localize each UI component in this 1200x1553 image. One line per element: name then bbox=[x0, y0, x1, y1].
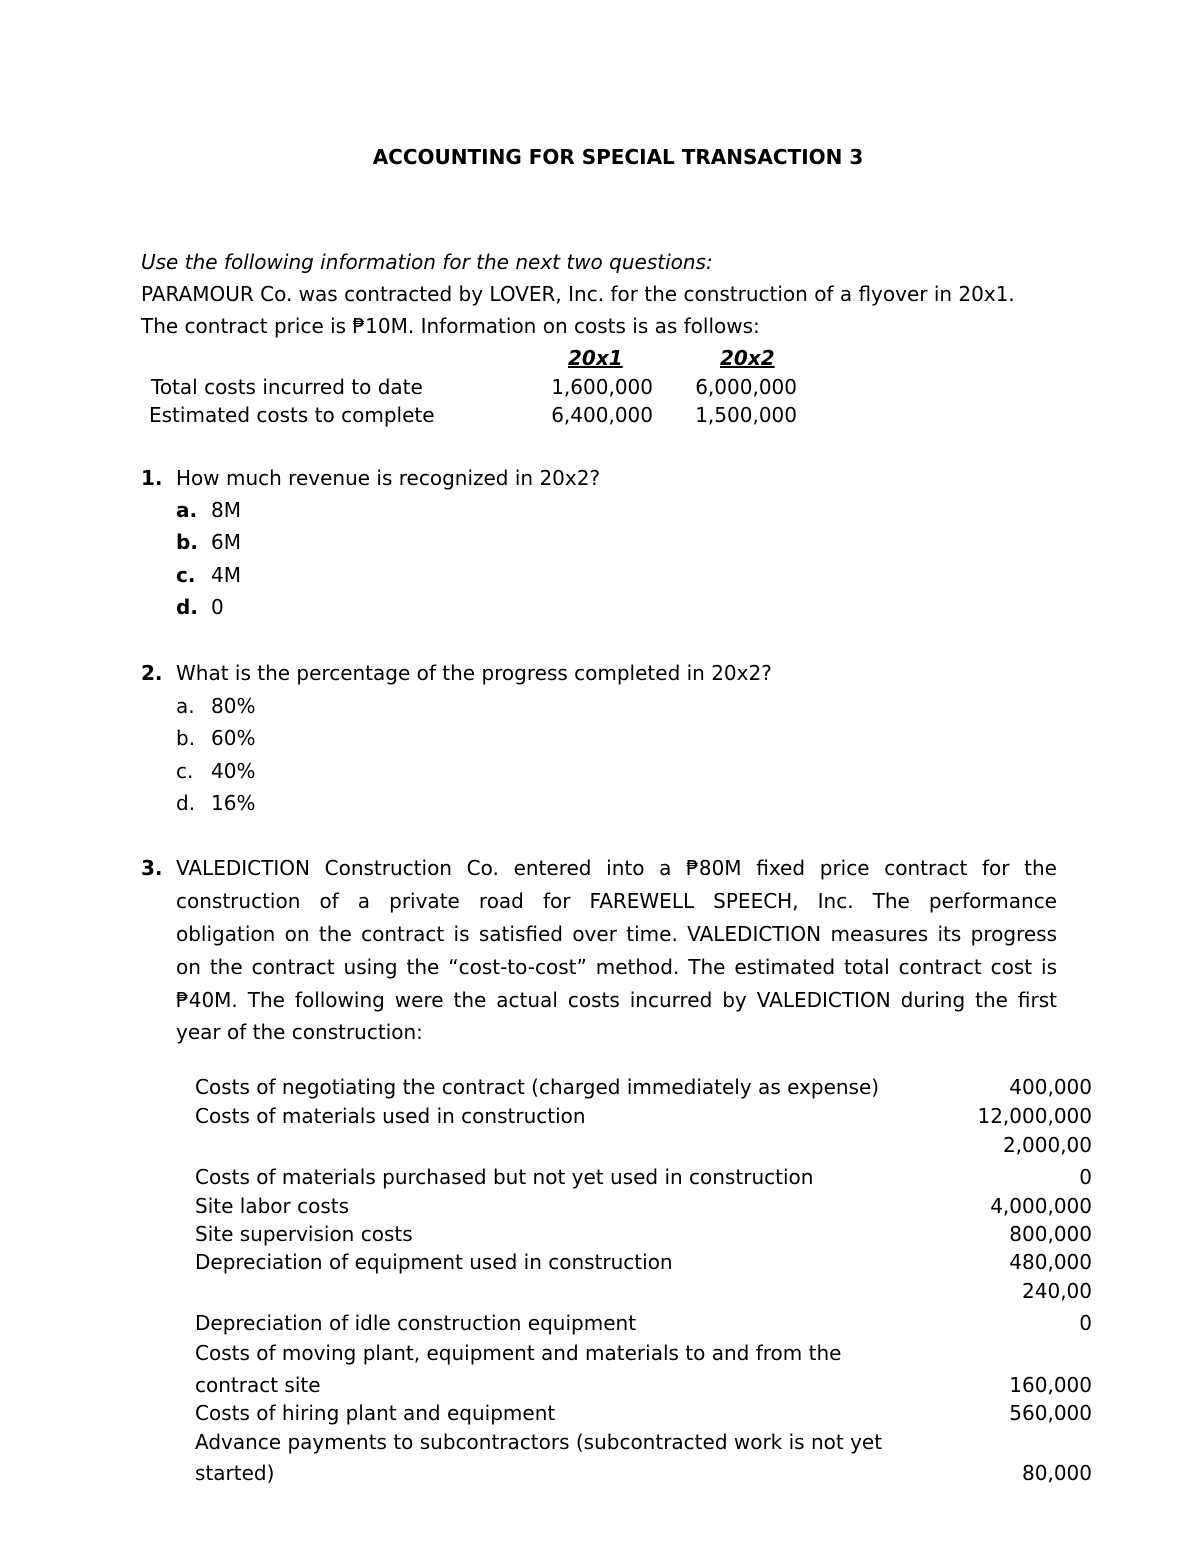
option-letter: d. bbox=[176, 791, 196, 815]
option-letter: a. bbox=[176, 498, 198, 522]
option-letter: b. bbox=[176, 726, 196, 750]
question-number: 1. bbox=[141, 466, 163, 490]
cost-item-amount: 4,000,000 bbox=[990, 1194, 1092, 1218]
option-letter: d. bbox=[176, 595, 198, 619]
option-text: 16% bbox=[211, 791, 256, 815]
cost-item-label: Costs of materials purchased but not yet used in construction bbox=[195, 1165, 814, 1189]
cost-item-amount: 12,000,000 bbox=[977, 1104, 1092, 1128]
cost-item-amount: 240,00 bbox=[1022, 1279, 1092, 1303]
column-header-20x1: 20x1 bbox=[568, 346, 623, 370]
cost-item-label: Depreciation of idle construction equipment bbox=[195, 1311, 637, 1335]
intro-line: PARAMOUR Co. was contracted by LOVER, Inc. for the construction of a flyover in 20x1. bbox=[141, 282, 1015, 306]
cost-item-label: Costs of moving plant, equipment and materials to and from the bbox=[195, 1341, 842, 1365]
row-value: 1,600,000 bbox=[551, 375, 653, 399]
question-number: 2. bbox=[141, 661, 163, 685]
option-text: 4M bbox=[211, 563, 241, 587]
cost-item-amount: 2,000,00 bbox=[1002, 1133, 1092, 1157]
option-text: 6M bbox=[211, 530, 241, 554]
option-letter: b. bbox=[176, 530, 198, 554]
row-value: 6,000,000 bbox=[695, 375, 797, 399]
cost-item-amount: 80,000 bbox=[1022, 1461, 1092, 1485]
cost-item-amount: 0 bbox=[1079, 1311, 1092, 1335]
cost-item-label: Site labor costs bbox=[195, 1194, 349, 1218]
question-text-line: obligation on the contract is satisfied over time. VALEDICTION measures its progress bbox=[176, 922, 1057, 946]
cost-item-amount: 400,000 bbox=[1009, 1075, 1092, 1099]
option-letter: c. bbox=[176, 563, 196, 587]
question-text-line: on the contract using the “cost-to-cost” method. The estimated total contract cost is bbox=[176, 955, 1057, 979]
option-text: 0 bbox=[211, 595, 224, 619]
question-text: What is the percentage of the progress completed in 20x2? bbox=[176, 661, 772, 685]
row-label: Estimated costs to complete bbox=[149, 403, 435, 427]
cost-item-label: Costs of hiring plant and equipment bbox=[195, 1401, 556, 1425]
instruction-text: Use the following information for the next two questions: bbox=[141, 250, 713, 274]
question-number: 3. bbox=[141, 856, 163, 880]
option-letter: c. bbox=[176, 759, 194, 783]
cost-item-amount: 0 bbox=[1079, 1165, 1092, 1189]
cost-item-label: Costs of materials used in construction bbox=[195, 1104, 586, 1128]
question-text-line: VALEDICTION Construction Co. entered into a ₱80M fixed price contract for the bbox=[176, 856, 1057, 880]
option-text: 8M bbox=[211, 498, 241, 522]
question-text-line: year of the construction: bbox=[176, 1020, 423, 1044]
intro-line: The contract price is ₱10M. Information on costs is as follows: bbox=[141, 314, 760, 338]
option-text: 60% bbox=[211, 726, 256, 750]
option-text: 80% bbox=[211, 694, 256, 718]
cost-item-label: Depreciation of equipment used in construction bbox=[195, 1250, 673, 1274]
row-value: 6,400,000 bbox=[551, 403, 653, 427]
cost-item-label: Site supervision costs bbox=[195, 1222, 413, 1246]
question-text-line: construction of a private road for FAREWELL SPEECH, Inc. The performance bbox=[176, 889, 1057, 913]
row-label: Total costs incurred to date bbox=[151, 375, 423, 399]
cost-item-label: started) bbox=[195, 1461, 275, 1485]
cost-item-label: contract site bbox=[195, 1373, 321, 1397]
row-value: 1,500,000 bbox=[695, 403, 797, 427]
option-letter: a. bbox=[176, 694, 195, 718]
cost-item-amount: 480,000 bbox=[1009, 1250, 1092, 1274]
option-text: 40% bbox=[211, 759, 256, 783]
cost-item-label: Advance payments to subcontractors (subcontracted work is not yet bbox=[195, 1430, 883, 1454]
cost-item-label: Costs of negotiating the contract (charged immediately as expense) bbox=[195, 1075, 880, 1099]
page-title: ACCOUNTING FOR SPECIAL TRANSACTION 3 bbox=[372, 145, 864, 169]
column-header-20x2: 20x2 bbox=[720, 346, 775, 370]
cost-item-amount: 800,000 bbox=[1009, 1222, 1092, 1246]
cost-item-amount: 160,000 bbox=[1009, 1373, 1092, 1397]
question-text-line: ₱40M. The following were the actual costs incurred by VALEDICTION during the first bbox=[176, 988, 1057, 1012]
question-text: How much revenue is recognized in 20x2? bbox=[176, 466, 601, 490]
cost-item-amount: 560,000 bbox=[1009, 1401, 1092, 1425]
